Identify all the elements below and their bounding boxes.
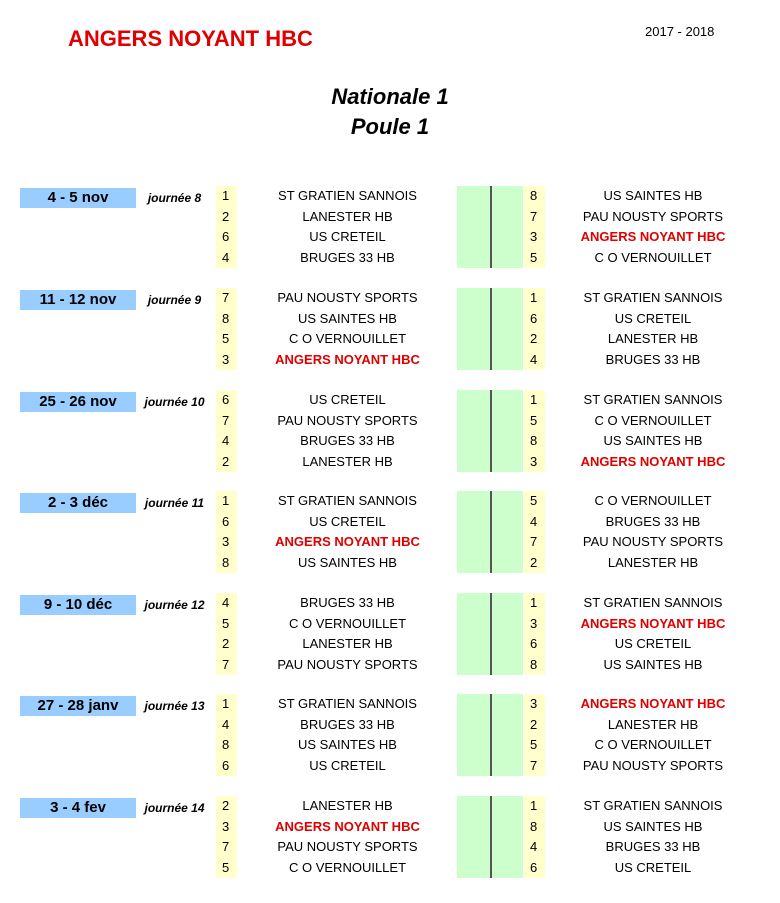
away-team-number: 8: [530, 818, 538, 834]
round-label: journée 10: [144, 395, 205, 409]
home-team: LANESTER HB: [302, 798, 393, 813]
match-row: [0, 634, 780, 654]
away-team-number: 5: [530, 737, 538, 752]
home-team-number: 1: [222, 188, 230, 203]
home-team-number: 6: [222, 513, 230, 529]
away-team-number: 2: [530, 554, 538, 570]
away-team-number: 2: [530, 716, 538, 732]
home-team: PAU NOUSTY SPORTS: [277, 656, 418, 672]
away-team: C O VERNOUILLET: [594, 493, 712, 508]
match-row: [0, 735, 780, 755]
season-label: 2017 - 2018: [645, 24, 715, 39]
competition-title: Nationale 1: [331, 84, 449, 109]
home-team: US SAINTES HB: [298, 737, 397, 752]
match-row: [0, 694, 780, 714]
match-row: [0, 288, 780, 308]
round-block: [0, 593, 780, 675]
away-team-number: 2: [530, 331, 538, 346]
home-team-number: 3: [222, 534, 230, 549]
away-team: C O VERNOUILLET: [594, 412, 712, 428]
match-row: [0, 756, 780, 776]
home-team-number: 8: [222, 737, 230, 752]
match-row: [0, 248, 780, 268]
away-team-number: 8: [530, 188, 538, 203]
home-team-number: 2: [222, 798, 230, 813]
home-team-number: 6: [222, 392, 230, 407]
round-block: [0, 288, 780, 370]
match-row: [0, 329, 780, 349]
home-team: PAU NOUSTY SPORTS: [277, 290, 418, 305]
away-team-number: 3: [530, 453, 538, 469]
home-team-number: 4: [222, 595, 230, 610]
home-team-number: 7: [222, 412, 230, 428]
away-team-number: 1: [530, 392, 538, 407]
home-team-number: 3: [222, 351, 230, 367]
home-team: LANESTER HB: [302, 208, 393, 224]
home-team-number: 6: [222, 229, 230, 244]
away-team-number: 5: [530, 493, 538, 508]
away-team-number: 7: [530, 208, 538, 224]
home-team: C O VERNOUILLET: [288, 859, 407, 875]
away-team-number: 5: [530, 412, 538, 428]
away-team-number: 3: [530, 229, 538, 244]
home-team: ANGERS NOYANT HBC: [275, 534, 420, 549]
round-label: journée 14: [144, 801, 205, 815]
home-team-number: 2: [222, 636, 230, 651]
home-team: US CRETEIL: [309, 513, 386, 529]
away-team-number: 5: [530, 249, 538, 265]
round-block: [0, 390, 780, 472]
home-team: ANGERS NOYANT HBC: [275, 351, 420, 367]
home-team-number: 7: [222, 656, 230, 672]
match-row: [0, 837, 780, 857]
away-team-number: 3: [530, 615, 538, 631]
away-team: ST GRATIEN SANNOIS: [583, 392, 723, 407]
round-date: 2 - 3 déc: [20, 493, 136, 513]
away-team-number: 8: [530, 433, 538, 448]
home-team-number: 3: [222, 818, 230, 834]
away-team: ANGERS NOYANT HBC: [580, 229, 726, 244]
away-team-number: 1: [530, 798, 538, 813]
home-team: ANGERS NOYANT HBC: [275, 818, 420, 834]
round-date: 27 - 28 janv: [20, 696, 136, 716]
match-row: [0, 655, 780, 675]
home-team: ST GRATIEN SANNOIS: [278, 188, 417, 203]
home-team-number: 8: [222, 554, 230, 570]
away-team: US CRETEIL: [614, 859, 692, 875]
home-team: US SAINTES HB: [298, 554, 397, 570]
round-block: [0, 491, 780, 573]
away-team: ANGERS NOYANT HBC: [580, 453, 726, 469]
home-team: BRUGES 33 HB: [300, 595, 395, 610]
away-team: US SAINTES HB: [603, 818, 703, 834]
home-team: BRUGES 33 HB: [300, 249, 395, 265]
home-team-number: 5: [222, 615, 230, 631]
away-team: ANGERS NOYANT HBC: [580, 696, 726, 711]
away-team: ST GRATIEN SANNOIS: [583, 290, 723, 305]
match-row: [0, 553, 780, 573]
away-team: C O VERNOUILLET: [594, 249, 712, 265]
round-block: [0, 694, 780, 776]
home-team: ST GRATIEN SANNOIS: [278, 493, 417, 508]
home-team: PAU NOUSTY SPORTS: [277, 412, 418, 428]
home-team-number: 6: [222, 757, 230, 773]
away-team-number: 4: [530, 351, 538, 367]
home-team: C O VERNOUILLET: [288, 615, 407, 631]
match-row: [0, 796, 780, 816]
home-team-number: 8: [222, 310, 230, 326]
home-team-number: 7: [222, 290, 230, 305]
away-team: PAU NOUSTY SPORTS: [582, 534, 724, 549]
away-team: PAU NOUSTY SPORTS: [582, 757, 724, 773]
home-team-number: 2: [222, 208, 230, 224]
pool-title: Poule 1: [350, 114, 430, 139]
round-date: 3 - 4 fev: [20, 798, 136, 818]
match-row: [0, 614, 780, 634]
home-team-number: 5: [222, 859, 230, 875]
round-label: journée 8: [147, 191, 202, 205]
match-row: [0, 491, 780, 511]
round-label: journée 12: [144, 598, 205, 612]
home-team: US SAINTES HB: [298, 310, 397, 326]
home-team: BRUGES 33 HB: [300, 433, 395, 448]
round-date: 25 - 26 nov: [20, 392, 136, 412]
away-team-number: 6: [530, 310, 538, 326]
round-block: [0, 796, 780, 878]
home-team: US CRETEIL: [309, 229, 386, 244]
home-team-number: 5: [222, 331, 230, 346]
match-row: [0, 186, 780, 206]
round-block: [0, 186, 780, 268]
away-team-number: 8: [530, 656, 538, 672]
match-row: [0, 715, 780, 735]
home-team-number: 1: [222, 493, 230, 508]
home-team-number: 7: [222, 839, 230, 854]
match-row: [0, 452, 780, 472]
match-row: [0, 858, 780, 878]
away-team-number: 4: [530, 513, 538, 529]
away-team: BRUGES 33 HB: [605, 513, 701, 529]
home-team: US CRETEIL: [309, 392, 386, 407]
away-team: US CRETEIL: [614, 310, 692, 326]
away-team: ANGERS NOYANT HBC: [580, 615, 726, 631]
match-row: [0, 227, 780, 247]
match-row: [0, 817, 780, 837]
home-team-number: 1: [222, 696, 230, 711]
away-team: US CRETEIL: [614, 636, 692, 651]
away-team: US SAINTES HB: [603, 433, 703, 448]
round-label: journée 9: [147, 293, 202, 307]
away-team: LANESTER HB: [607, 554, 699, 570]
away-team: PAU NOUSTY SPORTS: [582, 208, 724, 224]
club-title: ANGERS NOYANT HBC: [68, 26, 313, 51]
home-team-number: 2: [222, 453, 230, 469]
home-team: LANESTER HB: [302, 636, 393, 651]
home-team: US CRETEIL: [309, 757, 386, 773]
away-team: BRUGES 33 HB: [605, 839, 701, 854]
away-team: ST GRATIEN SANNOIS: [583, 798, 723, 813]
away-team-number: 3: [530, 696, 538, 711]
match-row: [0, 431, 780, 451]
match-row: [0, 350, 780, 370]
away-team: US SAINTES HB: [603, 656, 703, 672]
away-team: C O VERNOUILLET: [594, 737, 712, 752]
away-team: LANESTER HB: [607, 331, 699, 346]
match-row: [0, 512, 780, 532]
home-team-number: 4: [222, 249, 230, 265]
round-label: journée 11: [144, 496, 205, 510]
home-team: PAU NOUSTY SPORTS: [277, 839, 418, 854]
round-date: 4 - 5 nov: [20, 188, 136, 208]
away-team: LANESTER HB: [607, 716, 699, 732]
away-team-number: 4: [530, 839, 538, 854]
match-row: [0, 532, 780, 552]
match-row: [0, 207, 780, 227]
away-team: US SAINTES HB: [603, 188, 703, 203]
away-team: ST GRATIEN SANNOIS: [583, 595, 723, 610]
away-team-number: 1: [530, 290, 538, 305]
away-team-number: 7: [530, 534, 538, 549]
match-row: [0, 411, 780, 431]
home-team: C O VERNOUILLET: [288, 331, 407, 346]
match-row: [0, 390, 780, 410]
home-team: LANESTER HB: [302, 453, 393, 469]
away-team-number: 7: [530, 757, 538, 773]
match-row: [0, 309, 780, 329]
away-team: BRUGES 33 HB: [605, 351, 701, 367]
round-label: journée 13: [144, 699, 205, 713]
round-date: 9 - 10 déc: [20, 595, 136, 615]
away-team-number: 6: [530, 636, 538, 651]
home-team: BRUGES 33 HB: [300, 716, 395, 732]
home-team-number: 4: [222, 433, 230, 448]
home-team: ST GRATIEN SANNOIS: [278, 696, 417, 711]
away-team-number: 1: [530, 595, 538, 610]
match-row: [0, 593, 780, 613]
away-team-number: 6: [530, 859, 538, 875]
round-date: 11 - 12 nov: [20, 290, 136, 310]
home-team-number: 4: [222, 716, 230, 732]
